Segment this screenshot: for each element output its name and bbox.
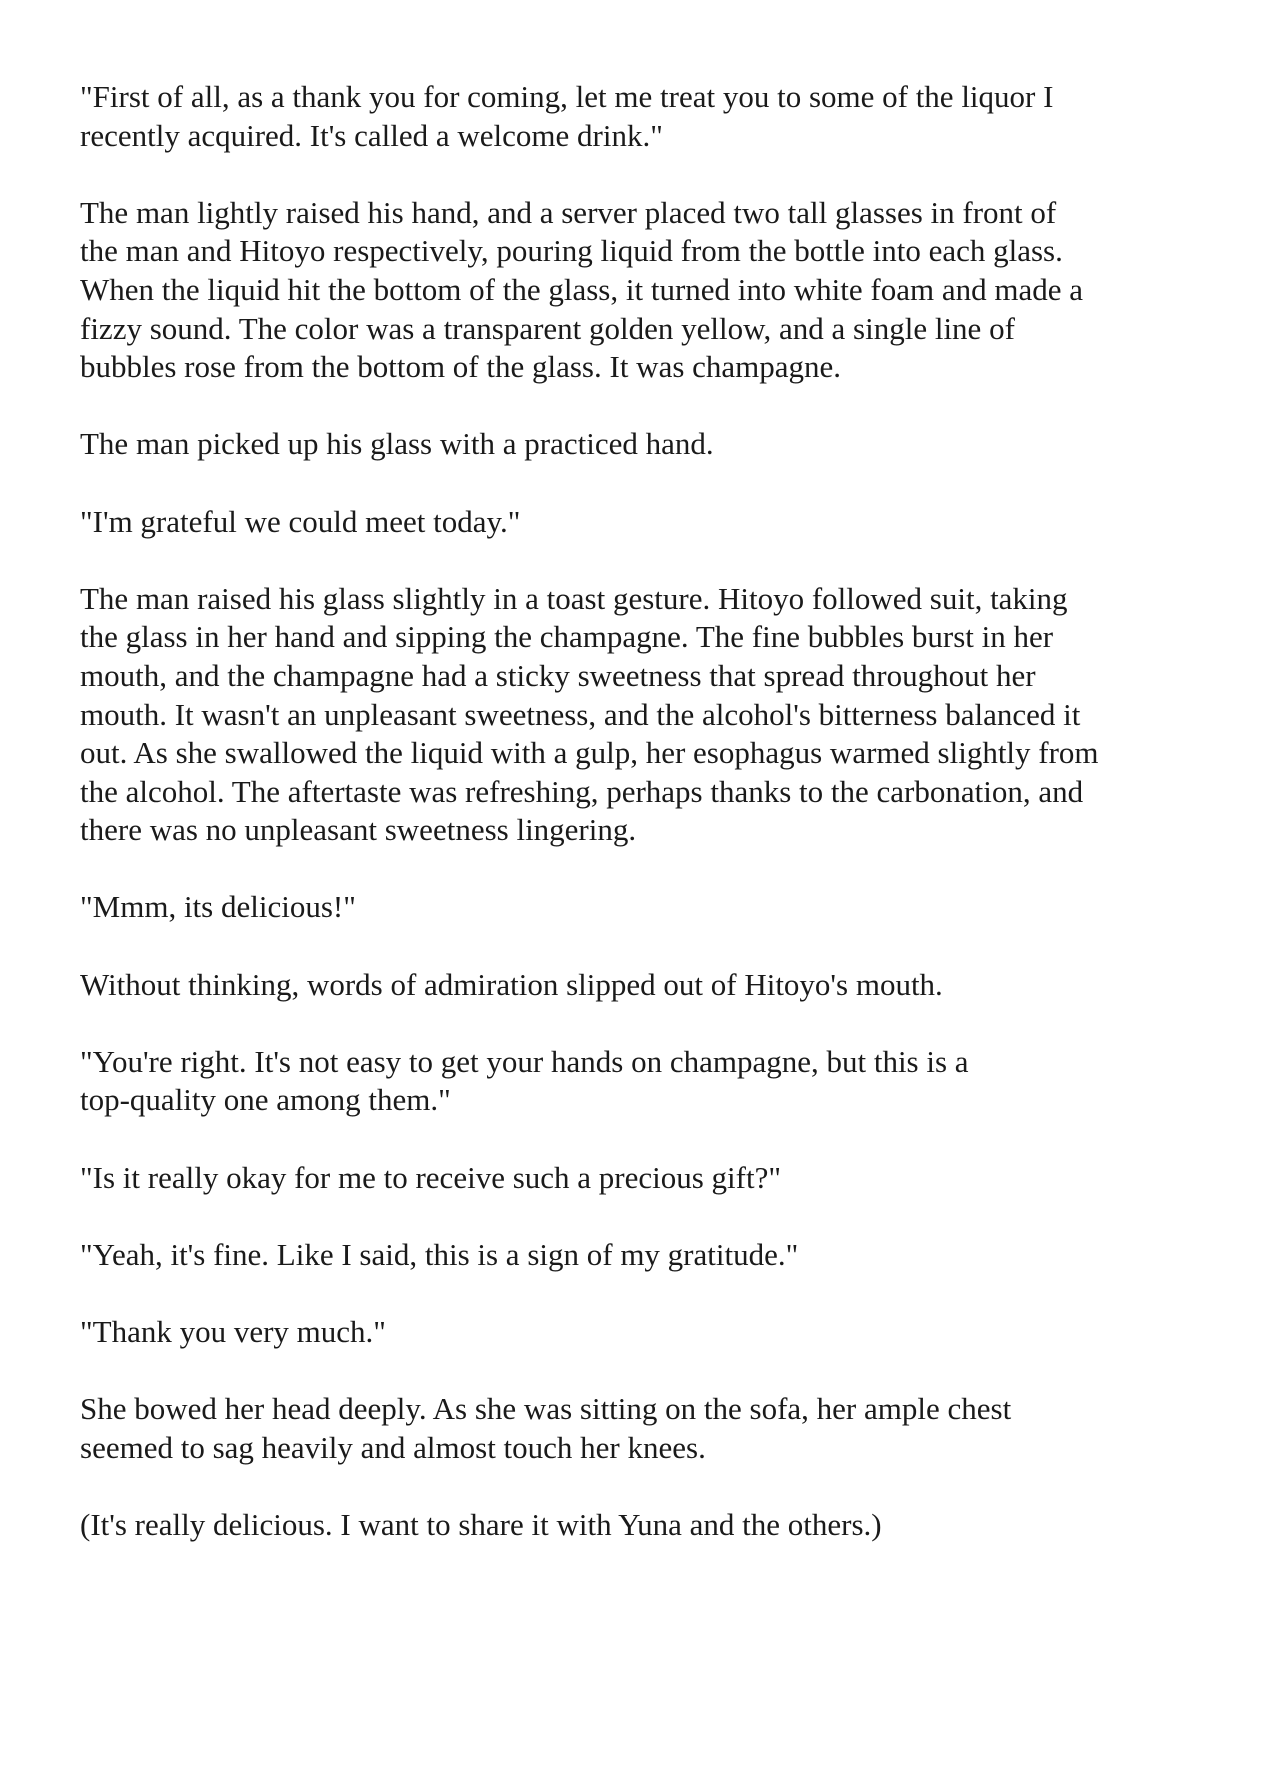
text-line: top-quality one among them." <box>80 1082 451 1118</box>
text-line: the alcohol. The aftertaste was refreshing, perhaps thanks to the carbonation, and <box>80 773 1084 809</box>
paragraph-6 <box>80 888 1220 927</box>
text-line: "Is it really okay for me to receive such a precious gift?" <box>80 1159 782 1195</box>
text-line: fizzy sound. The color was a transparent golden yellow, and a single line of <box>80 310 1015 346</box>
text-line: When the liquid hit the bottom of the glass, it turned into white foam and made a <box>80 271 1083 307</box>
paragraph-2 <box>80 194 1220 387</box>
paragraph-3 <box>80 425 1220 464</box>
text-line: She bowed her head deeply. As she was sitting on the sofa, her ample chest <box>80 1391 1012 1427</box>
text-line: recently acquired. It's called a welcome drink." <box>80 117 663 153</box>
text-line: "I'm grateful we could meet today." <box>80 503 521 539</box>
text-line: bubbles rose from the bottom of the glass. It was champagne. <box>80 349 842 385</box>
paragraph-5 <box>80 580 1220 850</box>
text-line: "First of all, as a thank you for coming, let me treat you to some of the liquor I <box>80 79 1054 114</box>
paragraph-4 <box>80 503 1220 542</box>
text-line: The man picked up his glass with a practiced hand. <box>80 426 714 462</box>
text-line: out. As she swallowed the liquid with a gulp, her esophagus warmed slightly from <box>80 735 1099 771</box>
text-line: "Yeah, it's fine. Like I said, this is a sign of my gratitude." <box>80 1236 799 1272</box>
paragraph-7 <box>80 966 1220 1005</box>
text-line: mouth, and the champagne had a sticky sweetness that spread throughout her <box>80 657 1036 693</box>
text-line: mouth. It wasn't an unpleasant sweetness, and the alcohol's bitterness balanced it <box>80 696 1081 732</box>
text-line: "Mmm, its delicious!" <box>80 889 356 925</box>
text-line: The man raised his glass slightly in a toast gesture. Hitoyo followed suit, taking <box>80 580 1068 616</box>
paragraph-1 <box>80 78 1220 155</box>
paragraph-10 <box>80 1236 1220 1275</box>
paragraph-8 <box>80 1043 1220 1120</box>
text-line: there was no unpleasant sweetness lingering. <box>80 812 637 848</box>
paragraph-9 <box>80 1159 1220 1198</box>
text-line: The man lightly raised his hand, and a server placed two tall glasses in front of <box>80 194 1057 230</box>
text-line: seemed to sag heavily and almost touch her knees. <box>80 1429 706 1465</box>
text-line: (It's really delicious. I want to share it with Yuna and the others.) <box>80 1506 882 1542</box>
text-line: the man and Hitoyo respectively, pouring liquid from the bottle into each glass. <box>80 233 1063 269</box>
text-line: the glass in her hand and sipping the champagne. The fine bubbles burst in her <box>80 619 1054 655</box>
paragraph-11 <box>80 1313 1220 1352</box>
text-line: "Thank you very much." <box>80 1314 386 1349</box>
paragraph-12 <box>80 1390 1220 1467</box>
document-page <box>80 78 1220 1583</box>
paragraph-13 <box>80 1506 1220 1545</box>
text-line: Without thinking, words of admiration slipped out of Hitoyo's mouth. <box>80 966 943 1002</box>
text-line: "You're right. It's not easy to get your hands on champagne, but this is a <box>80 1043 969 1079</box>
